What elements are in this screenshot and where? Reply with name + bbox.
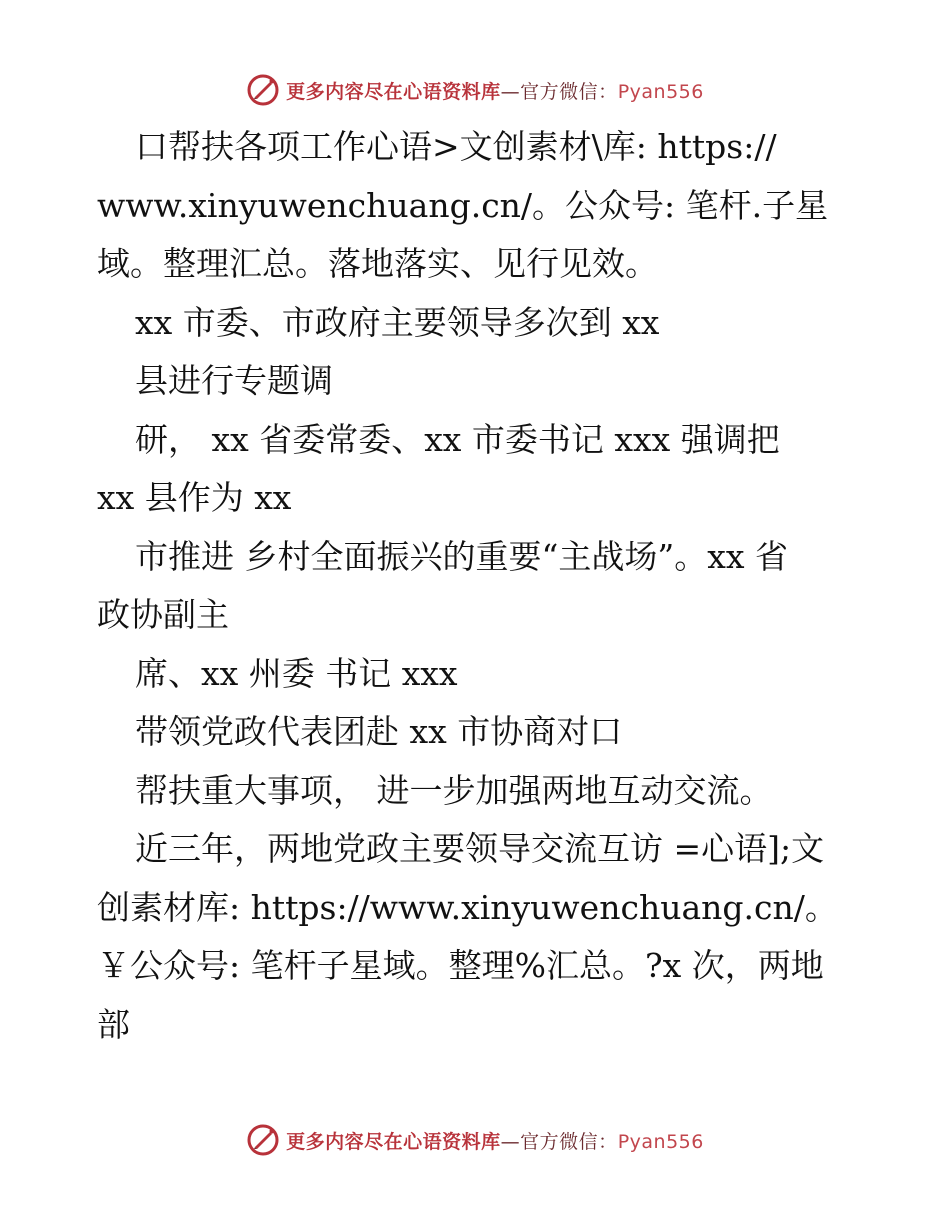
quill-logo-icon xyxy=(246,1123,280,1157)
header-banner xyxy=(0,68,950,112)
text-line: 口帮扶各项工作心语>文创素材\库: https:// xyxy=(135,127,777,166)
header-wechat-label: 官方微信： xyxy=(520,80,618,103)
text-line: 县进行专题调 xyxy=(135,361,333,400)
text-line: 创素材库: https://www.xinyuwenchuang.cn/。 xyxy=(97,887,838,927)
header-banner-main: 更多内容尽在心语资料库 xyxy=(286,80,501,103)
text-line: 政协副主 xyxy=(97,595,229,634)
footer-wechat-id: Pyan556 xyxy=(617,1130,704,1153)
text-line: 席、xx 州委 书记 xxx xyxy=(135,653,458,693)
footer-wechat-label: 官方微信： xyxy=(520,1130,618,1153)
document-body xyxy=(97,118,857,1054)
text-line: xx 县作为 xx xyxy=(97,478,292,517)
footer-banner-main: 更多内容尽在心语资料库 xyxy=(286,1130,501,1153)
header-wechat-id: Pyan556 xyxy=(617,80,704,103)
text-line: 研， xx 省委常委、xx 市委书记 xxx 强调把 xyxy=(135,419,780,459)
text-line: 域。整理汇总。落地落实、见行见效。 xyxy=(97,244,658,283)
text-line: 帮扶重大事项， 进一步加强两地互动交流。 xyxy=(135,770,773,810)
footer-banner-sep: — xyxy=(500,1130,521,1153)
text-line: 部 xyxy=(97,1004,130,1044)
footer-banner-text xyxy=(286,1127,704,1154)
text-line: xx 市委、市政府主要领导多次到 xx xyxy=(135,302,660,342)
header-banner-sep: — xyxy=(500,80,521,103)
header-banner-text xyxy=(286,77,704,104)
text-line: www.xinyuwenchuang.cn/。公众号: 笔杆.子星 xyxy=(97,185,829,225)
text-line: 市推进 乡村全面振兴的重要“主战场”。xx 省 xyxy=(135,536,788,576)
text-line: ￥公众号: 笔杆子星域。整理%汇总。?x 次，两地 xyxy=(97,946,824,985)
text-line: 近三年，两地党政主要领导交流互访 =心语];文 xyxy=(135,829,825,868)
text-line: 带领党政代表团赴 xx 市协商对口 xyxy=(135,712,623,751)
quill-logo-icon xyxy=(246,73,280,107)
footer-banner xyxy=(0,1118,950,1162)
